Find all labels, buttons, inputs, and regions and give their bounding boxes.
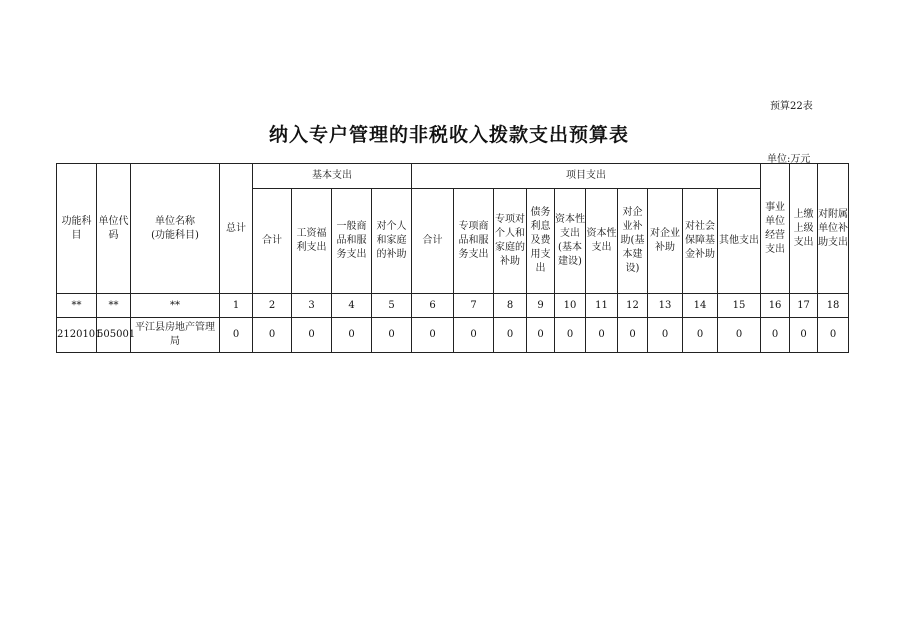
- value-cell: 0: [683, 318, 718, 353]
- index-cell: 13: [648, 294, 683, 318]
- header-enterprise-subsidy-construction: 对企业补助(基本建设): [618, 189, 648, 294]
- header-capital-expenditure: 资本性支出: [586, 189, 618, 294]
- header-debt-interest: 债务利息及费用支出: [527, 189, 555, 294]
- index-cell: 11: [586, 294, 618, 318]
- index-cell: 4: [332, 294, 372, 318]
- value-cell: 0: [718, 318, 761, 353]
- header-unit-name-line1: 单位名称: [155, 215, 195, 227]
- value-cell: 0: [818, 318, 849, 353]
- index-cell: 16: [761, 294, 790, 318]
- header-unit-code: 单位代码: [97, 164, 131, 294]
- function-code-cell: 2120101: [57, 318, 97, 353]
- index-cell: 8: [494, 294, 527, 318]
- index-cell: **: [131, 294, 220, 318]
- value-cell: 0: [586, 318, 618, 353]
- header-project-subtotal: 合计: [412, 189, 454, 294]
- header-basic-expenditure: 基本支出: [253, 164, 412, 189]
- value-cell: 0: [253, 318, 292, 353]
- value-cell: 0: [454, 318, 494, 353]
- index-cell: 1: [220, 294, 253, 318]
- value-cell: 0: [412, 318, 454, 353]
- index-cell: 14: [683, 294, 718, 318]
- header-enterprise-subsidy: 对企业补助: [648, 189, 683, 294]
- value-cell: 0: [372, 318, 412, 353]
- index-cell: 7: [454, 294, 494, 318]
- unit-label: 单位:万元: [767, 154, 811, 165]
- header-special-goods-services: 专项商品和服务支出: [454, 189, 494, 294]
- value-cell: 0: [790, 318, 818, 353]
- value-cell: 0: [527, 318, 555, 353]
- index-cell: 9: [527, 294, 555, 318]
- header-basic-subtotal: 合计: [253, 189, 292, 294]
- index-cell: 5: [372, 294, 412, 318]
- header-unit-name: [131, 164, 220, 294]
- index-cell: 17: [790, 294, 818, 318]
- index-cell: 10: [555, 294, 586, 318]
- value-cell-total: 0: [220, 318, 253, 353]
- index-row: [57, 294, 849, 318]
- form-number: 预算22表: [770, 101, 813, 112]
- index-cell: 18: [818, 294, 849, 318]
- index-cell: 2: [253, 294, 292, 318]
- index-cell: 6: [412, 294, 454, 318]
- header-unit-name-line2: (功能科目): [151, 229, 199, 241]
- index-cell: 12: [618, 294, 648, 318]
- header-other-expenditure: 其他支出: [718, 189, 761, 294]
- value-cell: 0: [761, 318, 790, 353]
- header-function-subject: 功能科目: [57, 164, 97, 294]
- header-upper-remittance: 上缴上级支出: [790, 164, 818, 294]
- header-capital-construction: 资本性支出(基本建设): [555, 189, 586, 294]
- header-social-security-subsidy: 对社会保障基金补助: [683, 189, 718, 294]
- index-cell: **: [97, 294, 131, 318]
- value-cell: 0: [292, 318, 332, 353]
- index-cell: 3: [292, 294, 332, 318]
- header-total: 总计: [220, 164, 253, 294]
- value-cell: 0: [494, 318, 527, 353]
- header-row-groups: [57, 164, 849, 189]
- value-cell: 0: [332, 318, 372, 353]
- table-row: [57, 318, 849, 353]
- index-cell: **: [57, 294, 97, 318]
- header-personal-subsidy: 对个人和家庭的补助: [372, 189, 412, 294]
- value-cell: 0: [618, 318, 648, 353]
- header-goods-services: 一般商品和服务支出: [332, 189, 372, 294]
- unit-code-cell: 505001: [97, 318, 131, 353]
- unit-name-cell: 平江县房地产管理局: [131, 318, 220, 353]
- value-cell: 0: [648, 318, 683, 353]
- header-affiliate-subsidy: 对附属单位补助支出: [818, 164, 849, 294]
- header-wages-welfare: 工资福利支出: [292, 189, 332, 294]
- value-cell: 0: [555, 318, 586, 353]
- budget-table: [56, 163, 849, 353]
- index-cell: 15: [718, 294, 761, 318]
- header-business-expenditure: 事业单位经营支出: [761, 164, 790, 294]
- header-project-expenditure: 项目支出: [412, 164, 761, 189]
- header-special-personal-subsidy: 专项对个人和家庭的补助: [494, 189, 527, 294]
- page-title: 纳入专户管理的非税收入拨款支出预算表: [268, 124, 629, 146]
